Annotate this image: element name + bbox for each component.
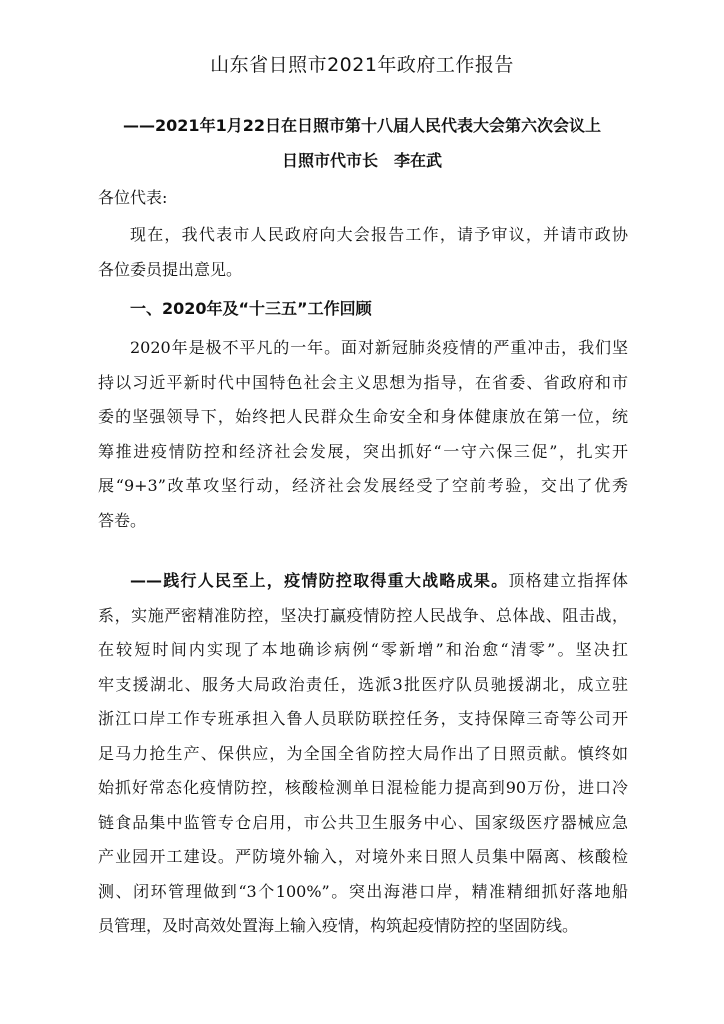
text-line-first: [98, 564, 628, 599]
intro-paragraph: [98, 218, 628, 287]
text-line: 产业园开工建设。严防境外输入，对境外来日照人员集中隔离、核酸检: [98, 847, 628, 866]
text-line: 现在，我代表市人民政府向大会报告工作，请予审议，并请市政协: [130, 225, 628, 244]
text-line: 系，实施严密精准防控，坚决打赢疫情防控人民战争、总体战、阻击战，: [98, 605, 628, 625]
text-line: 足马力抢生产、保供应，为全国全省防控大局作出了日照贡献。慎终如: [98, 743, 628, 763]
text-line: 2020年是极不平凡的一年。面对新冠肺炎疫情的严重冲击，我们坚: [130, 338, 628, 357]
text-line: 在较短时间内实现了本地确诊病例“零新增”和治愈“清零”。坚决扛: [98, 640, 628, 659]
section-heading: 一、2020年及“十三五”工作回顾: [130, 299, 372, 318]
text-line: 答卷。: [98, 510, 147, 530]
text-line: 员管理，及时高效处置海上输入疫情，构筑起疫情防控的坚固防线。: [98, 916, 579, 935]
text-line: 测、闭环管理做到“3个100%”。突出海港口岸，精准精细抓好落地船: [98, 881, 628, 901]
text-line: 委的坚强领导下，始终把人民群众生命安全和身体健康放在第一位，统: [98, 407, 628, 426]
paragraph-epidemic: [98, 564, 628, 944]
text-line: 浙江口岸工作专班承担入鲁人员联防联控任务，支持保障三奇等公司开: [98, 709, 628, 728]
text-line: 链食品集中监管专仓启用，市公共卫生服务中心、国家级医疗器械应急: [98, 812, 628, 832]
paragraph-lead-rest: 顶格建立指挥体: [508, 571, 628, 590]
subtitle-occasion: ——2021年1月22日在日照市第十八届人民代表大会第六次会议上: [123, 116, 601, 135]
salutation: 各位代表:: [98, 188, 168, 207]
text-line: 筹推进疫情防控和经济社会发展，突出抓好“一守六保三促”，扎实开: [98, 441, 628, 461]
salutation-block: [98, 181, 628, 216]
paragraph-lead: ——践行人民至上，疫情防控取得重大战略成果。: [130, 571, 509, 590]
text-line: 牢支援湖北、服务大局政治责任，选派3批医疗队员驰援湖北，成立驻: [98, 674, 628, 694]
section-heading-block: [98, 292, 628, 327]
text-line: 各位委员提出意见。: [98, 259, 243, 279]
paragraph-review: [98, 331, 628, 538]
text-line: 展“9+3”改革攻坚行动，经济社会发展经受了空前考验，交出了优秀: [98, 476, 628, 495]
subtitle-speaker: 日照市代市长 李在武: [281, 151, 442, 170]
page-title: 山东省日照市2021年政府工作报告: [210, 54, 514, 76]
text-line: 持以习近平新时代中国特色社会主义思想为指导，在省委、省政府和市: [98, 372, 628, 392]
text-line: 始抓好常态化疫情防控，核酸检测单日混检能力提高到90万份，进口冷: [98, 778, 628, 797]
